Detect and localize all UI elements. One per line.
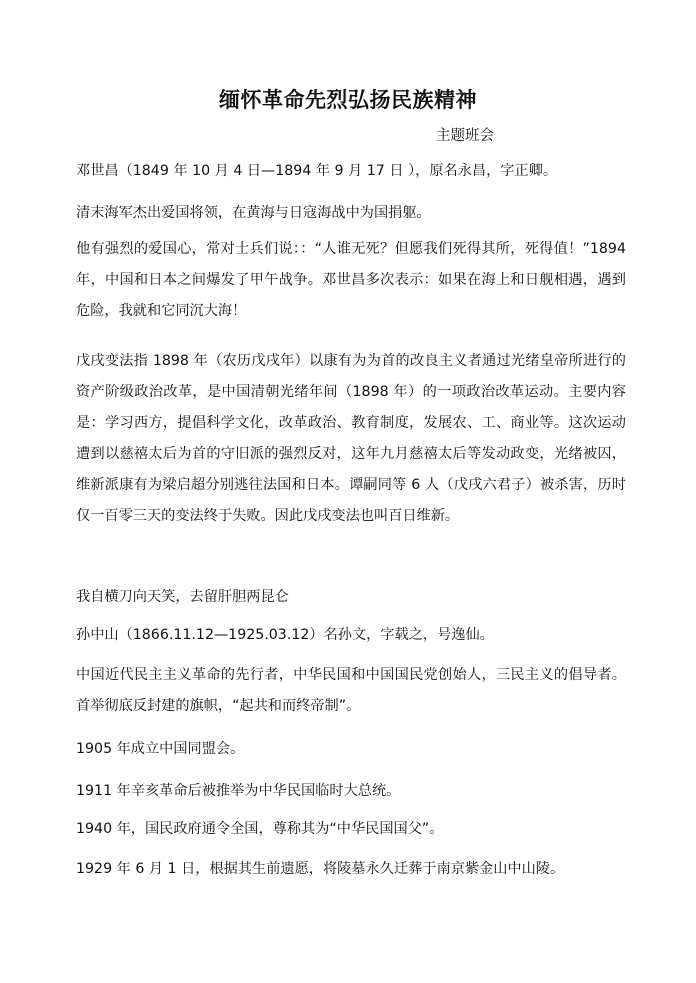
paragraph-deng-shichang-quote: 他有强烈的爱国心，常对士兵们说：：“人谁无死？但愿我们死得其所，死得值！”1894 年，中国和日本之间爆发了甲午战争。邓世昌多次表示：如果在海上和日舰相遇，遇到危险，我就和它同沉大海！ — [76, 241, 626, 319]
document-subtitle: 主题班会 — [436, 128, 494, 144]
paragraph-poem-line: 我自横刀向天笑，去留肝胆两昆仑 — [76, 589, 289, 605]
paragraph-1905: 1905 年成立中国同盟会。 — [76, 741, 245, 757]
paragraph-1940: 1940 年，国民政府通令全国，尊称其为“中华民国国父”。 — [76, 821, 444, 837]
paragraph-1929: 1929 年 6 月 1 日，根据其生前遗愿，将陵墓永久迁葬于南京紫金山中山陵。 — [76, 861, 565, 877]
paragraph-sun-yatsen-intro: 孙中山（1866.11.12—1925.03.12）名孙文，字载之，号逸仙。 — [76, 627, 494, 643]
paragraph-1911: 1911 年辛亥革命后被推举为中华民国临时大总统。 — [76, 783, 401, 799]
paragraph-wuxu-reform: 戊戌变法指 1898 年（农历戊戌年）以康有为为首的改良主义者通过光绪皇帝所进行的资产阶级政治改革，是中国清朝光绪年间（1898 年）的一项政治改革运动。主要内容是：学习西方，提倡科学文化，改革政治、教育制度，发展农、工、商业等。这次运动遭到以慈禧太后为首的守旧派的强烈反对，这年九月慈禧太后等发动政变，光绪被囚，维新派康有为梁启超分别逃往法国和日本。谭嗣同等 6 人（戊戌六君子）被杀害，历时仅一百零三天的变法终于失败。因此戊戌变法也叫百日维新。 — [76, 353, 626, 524]
paragraph-deng-shichang-role: 清末海军杰出爱国将领，在黄海与日寇海战中为国捐躯。 — [76, 205, 431, 221]
paragraph-sun-yatsen-role: 中国近代民主主义革命的先行者，中华民国和中国国民党创始人，三民主义的倡导者。首举彻底反封建的旗帜，“起共和而终帝制”。 — [76, 667, 626, 714]
document-title: 缅怀革命先烈弘扬民族精神 — [219, 88, 477, 112]
paragraph-deng-shichang-intro: 邓世昌（1849 年 10 月 4 日—1894 年 9 月 17 日 ），原名永昌，字正卿。 — [76, 163, 558, 179]
